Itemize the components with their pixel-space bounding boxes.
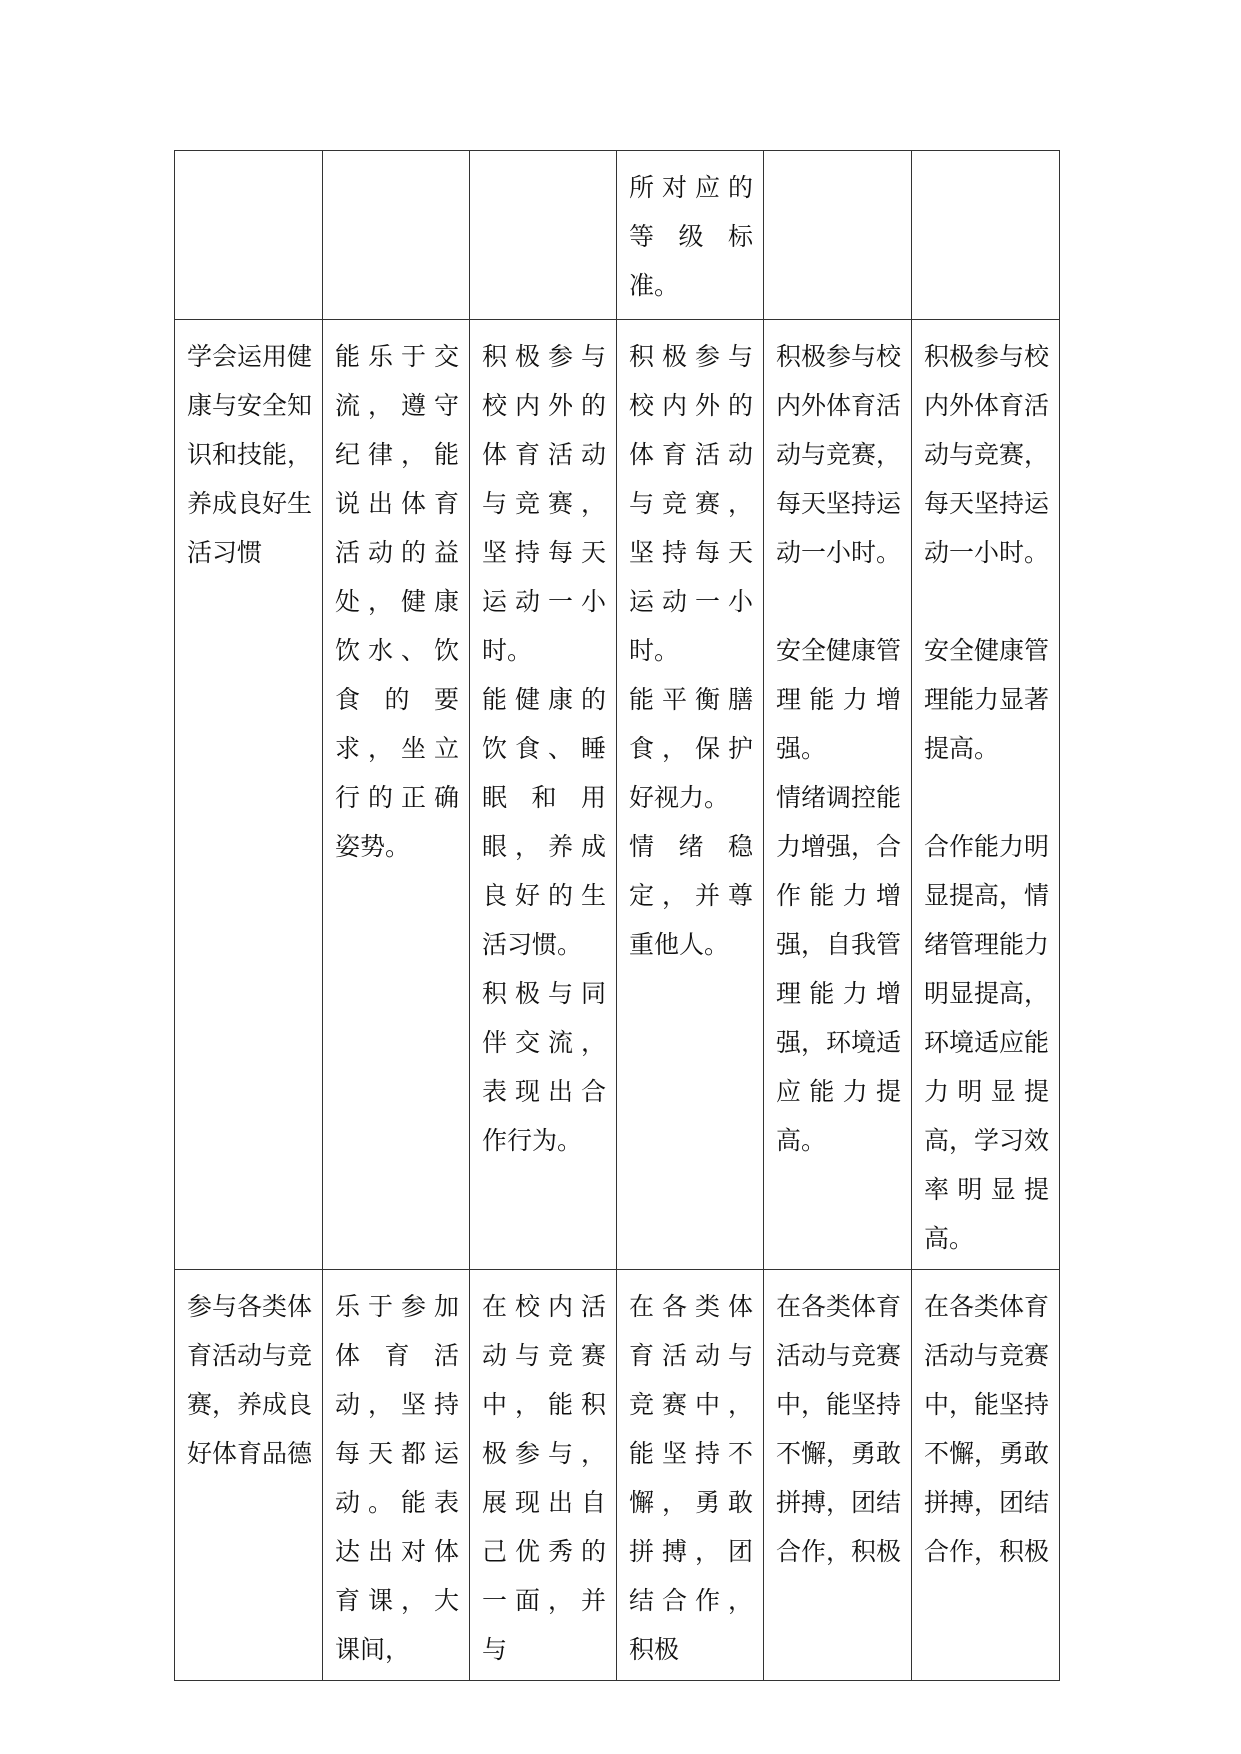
cell-paragraph: 能健康的饮食、睡眠和用眼，养成良好的生活习惯。	[482, 685, 606, 959]
cell-paragraph: 在各类体育活动与竞赛中，能坚持不懈，勇敢拼搏，团结合作，积极	[776, 1292, 902, 1566]
cell-paragraph: 能平衡膳食，保护好视力。	[629, 685, 753, 812]
table-cell	[764, 320, 912, 1270]
cell-paragraph: 积极与同伴交流，表现出合作行为。	[482, 979, 606, 1155]
blank-line	[924, 577, 1049, 626]
table-cell	[617, 151, 764, 320]
table-row	[175, 1270, 1060, 1681]
table-cell	[912, 1270, 1060, 1681]
cell-paragraph: 积极参与校内外体育活动与竞赛，每天坚持运动一小时。	[776, 342, 902, 567]
blank-line	[924, 773, 1049, 822]
table-cell	[617, 320, 764, 1270]
cell-paragraph: 安全健康管理能力增强。	[776, 636, 902, 763]
table-cell	[323, 320, 470, 1270]
table-cell	[175, 320, 323, 1270]
table-cell	[617, 1270, 764, 1681]
table-cell	[764, 1270, 912, 1681]
cell-paragraph: 积极参与校内外体育活动与竞赛，每天坚持运动一小时。	[924, 342, 1050, 567]
table-cell	[175, 151, 323, 320]
table-cell	[470, 1270, 617, 1681]
blank-line	[776, 577, 901, 626]
cell-paragraph: 情绪稳定，并尊重他人。	[629, 832, 753, 959]
table-cell	[470, 320, 617, 1270]
cell-paragraph: 所对应的等级标准。	[629, 173, 753, 300]
standards-table	[174, 150, 1060, 1681]
cell-paragraph: 在校内活动与竞赛中，能积极参与，展现出自己优秀的一面，并与	[482, 1292, 606, 1664]
cell-paragraph: 在各类体育活动与竞赛中，能坚持不懈，勇敢拼搏，团结合作，积极	[629, 1292, 753, 1664]
table-cell	[175, 1270, 323, 1681]
table-row	[175, 151, 1060, 320]
table-cell	[912, 320, 1060, 1270]
cell-paragraph: 积极参与校内外的体育活动与竞赛，坚持每天运动一小时。	[629, 342, 753, 665]
cell-paragraph: 学会运用健康与安全知识和技能，养成良好生活习惯	[187, 342, 313, 567]
table-cell	[912, 151, 1060, 320]
table-cell	[323, 1270, 470, 1681]
cell-paragraph: 合作能力明显提高，情绪管理能力明显提高，环境适应能力明显提高，学习效率明显提高。	[924, 832, 1050, 1253]
cell-paragraph: 积极参与校内外的体育活动与竞赛，坚持每天运动一小时。	[482, 342, 606, 665]
table-cell	[764, 151, 912, 320]
table-cell	[470, 151, 617, 320]
cell-paragraph: 参与各类体育活动与竞赛，养成良好体育品德	[187, 1292, 313, 1468]
cell-paragraph: 能乐于交流，遵守纪律，能说出体育活动的益处，健康饮水、饮食的要求，坐立行的正确姿势。	[335, 342, 459, 861]
cell-paragraph: 情绪调控能力增强，合作能力增强，自我管理能力增强，环境适应能力提高。	[776, 783, 902, 1155]
table-cell	[323, 151, 470, 320]
cell-paragraph: 乐于参加体育活动，坚持每天都运动。能表达出对体育课，大课间，	[335, 1292, 459, 1664]
cell-paragraph: 在各类体育活动与竞赛中，能坚持不懈，勇敢拼搏，团结合作，积极	[924, 1292, 1050, 1566]
cell-paragraph: 安全健康管理能力显著提高。	[924, 636, 1050, 763]
table-row	[175, 320, 1060, 1270]
